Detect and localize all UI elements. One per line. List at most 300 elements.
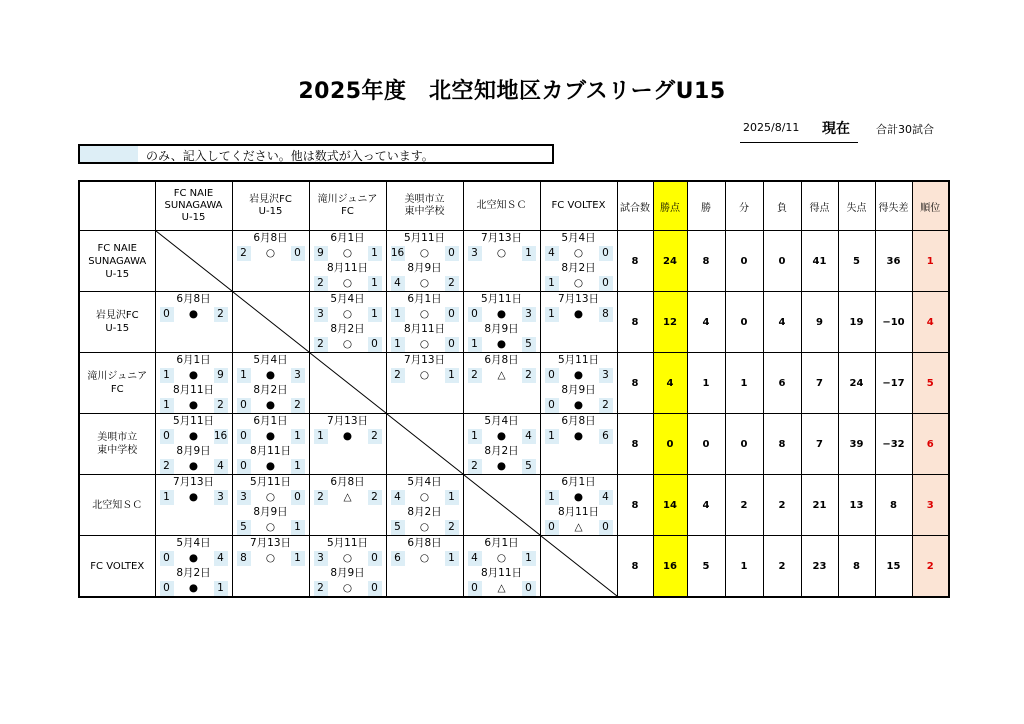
match-date-1: 7月13日 xyxy=(480,232,523,244)
goals-for: 9 xyxy=(801,292,838,353)
away-score-1[interactable]: 0 xyxy=(445,246,459,261)
result-mark-1: ● xyxy=(188,491,199,503)
match-date-1: 5月4日 xyxy=(176,537,211,549)
home-score-1[interactable]: 0 xyxy=(160,307,174,322)
result-mark-2: ● xyxy=(188,582,199,594)
score-line-1 xyxy=(156,551,232,566)
result-mark-2: ○ xyxy=(265,521,276,533)
home-score-1[interactable]: 6 xyxy=(391,551,405,566)
row-team-name-line: 北空知ＳＣ xyxy=(92,499,143,511)
home-score-2[interactable]: 0 xyxy=(237,398,251,413)
goals-for: 23 xyxy=(801,536,838,598)
row-team-name xyxy=(80,560,155,573)
away-score-1[interactable]: 3 xyxy=(214,490,228,505)
wins: 8 xyxy=(687,231,725,292)
away-score-2[interactable]: 1 xyxy=(214,581,228,596)
score-line-1 xyxy=(233,368,309,383)
away-score-1[interactable]: 0 xyxy=(291,490,305,505)
home-score-2[interactable]: 2 xyxy=(314,276,328,291)
match-date-1: 6月1日 xyxy=(561,476,596,488)
home-score-1[interactable]: 1 xyxy=(160,368,174,383)
goals-for: 7 xyxy=(801,353,838,414)
column-team-name-line: FC VOLTEX xyxy=(551,200,606,211)
home-score-2[interactable]: 0 xyxy=(237,459,251,474)
away-score-1[interactable]: 8 xyxy=(599,307,613,322)
score-line-2 xyxy=(541,276,617,291)
goal-difference: 36 xyxy=(875,231,912,292)
row-team-header xyxy=(79,475,155,536)
match-cell[interactable] xyxy=(463,353,540,414)
home-score-1[interactable]: 16 xyxy=(390,247,405,259)
home-score-1[interactable]: 3 xyxy=(237,490,251,505)
column-team-name-line: 東中学校 xyxy=(404,206,445,217)
away-score-1[interactable]: 1 xyxy=(291,429,305,444)
away-score-1[interactable]: 0 xyxy=(368,551,382,566)
result-mark-1: ● xyxy=(496,430,507,442)
away-score-1[interactable]: 1 xyxy=(445,368,459,383)
match-cell[interactable] xyxy=(463,231,540,292)
result-mark-1: ○ xyxy=(265,491,276,503)
away-score-1[interactable]: 1 xyxy=(368,307,382,322)
home-score-1[interactable]: 0 xyxy=(237,429,251,444)
match-cell[interactable] xyxy=(155,414,232,475)
result-mark-1: ○ xyxy=(342,552,353,564)
row-team-name-line: 滝川ジュニア xyxy=(87,371,148,382)
home-score-2[interactable]: 0 xyxy=(468,581,482,596)
result-mark-1: ● xyxy=(265,369,276,381)
points: 14 xyxy=(653,475,687,536)
score-line-1 xyxy=(310,551,386,566)
input-note-text: のみ、記入してください。他は数式が入っています。 xyxy=(146,149,434,163)
match-date-2 xyxy=(464,383,540,398)
match-date-1: 7月13日 xyxy=(172,476,215,488)
match-cell[interactable] xyxy=(386,353,463,414)
match-date-2: 8月11日 xyxy=(403,323,446,335)
result-mark-1: ○ xyxy=(265,552,276,564)
match-cell[interactable] xyxy=(463,414,540,475)
goal-difference: −17 xyxy=(875,353,912,414)
match-date-2: 8月9日 xyxy=(253,506,288,518)
goals-against: 39 xyxy=(838,414,875,475)
diagonal-line xyxy=(156,231,232,291)
match-result xyxy=(310,231,386,291)
score-line-2 xyxy=(310,520,386,535)
match-cell[interactable] xyxy=(463,292,540,353)
team-row xyxy=(79,231,949,292)
column-team-name xyxy=(541,200,617,212)
row-team-name-line: 岩見沢FC xyxy=(95,310,139,321)
away-score-2[interactable]: 4 xyxy=(214,459,228,474)
away-score-1[interactable]: 2 xyxy=(214,307,228,322)
score-line-1 xyxy=(541,429,617,444)
match-date-2: 8月2日 xyxy=(407,506,442,518)
match-cell[interactable] xyxy=(386,231,463,292)
diagonal-line xyxy=(464,475,540,535)
away-score-2[interactable]: 0 xyxy=(599,520,613,535)
away-score-2[interactable]: 2 xyxy=(291,398,305,413)
result-mark-1: ● xyxy=(188,308,199,320)
match-date-2: 8月9日 xyxy=(561,384,596,396)
header-row xyxy=(79,181,949,231)
score-line-2 xyxy=(233,581,309,596)
match-date-2 xyxy=(233,566,309,581)
match-date-1: 6月8日 xyxy=(407,537,442,549)
match-date-1: 7月13日 xyxy=(249,537,292,549)
goals-for: 21 xyxy=(801,475,838,536)
self-match-cell xyxy=(540,536,617,598)
away-score-2[interactable]: 5 xyxy=(522,459,536,474)
stat-header: 得点 xyxy=(801,181,838,231)
column-team-name-line: FC NAIE xyxy=(173,188,214,199)
match-result xyxy=(233,231,309,291)
wins: 0 xyxy=(687,414,725,475)
home-score-1[interactable]: 3 xyxy=(314,307,328,322)
rank: 4 xyxy=(912,292,949,353)
match-cell[interactable] xyxy=(155,536,232,598)
result-mark-2: ○ xyxy=(342,277,353,289)
match-date-2 xyxy=(387,566,463,581)
match-date-2 xyxy=(464,261,540,276)
score-line-1 xyxy=(541,307,617,322)
away-score-2[interactable]: 2 xyxy=(445,276,459,291)
match-cell[interactable] xyxy=(309,292,386,353)
match-cell[interactable] xyxy=(155,292,232,353)
score-line-1 xyxy=(464,429,540,444)
away-score-2[interactable]: 0 xyxy=(445,337,459,352)
away-score-1[interactable]: 1 xyxy=(445,490,459,505)
match-date-1: 5月4日 xyxy=(253,354,288,366)
away-score-1[interactable]: 1 xyxy=(291,551,305,566)
home-score-1[interactable]: 0 xyxy=(160,551,174,566)
result-mark-2: ○ xyxy=(419,338,430,350)
score-line-2 xyxy=(387,520,463,535)
match-date-2 xyxy=(233,261,309,276)
self-match-cell xyxy=(463,475,540,536)
score-line-1 xyxy=(387,246,463,261)
match-date-2: 8月11日 xyxy=(480,567,523,579)
home-score-2[interactable]: 2 xyxy=(314,581,328,596)
home-score-1[interactable]: 3 xyxy=(468,246,482,261)
losses: 8 xyxy=(763,414,801,475)
home-score-1[interactable]: 1 xyxy=(391,307,405,322)
result-mark-1: ● xyxy=(573,491,584,503)
match-date-1: 5月11日 xyxy=(249,476,292,488)
away-score-1[interactable]: 4 xyxy=(214,551,228,566)
column-team-name-line: 岩見沢FC xyxy=(249,194,292,205)
stat-header: 失点 xyxy=(838,181,875,231)
match-result xyxy=(387,475,463,535)
score-line-2 xyxy=(541,459,617,474)
home-score-2[interactable]: 1 xyxy=(160,398,174,413)
home-score-2[interactable]: 2 xyxy=(160,459,174,474)
wins: 1 xyxy=(687,353,725,414)
away-score-1[interactable]: 0 xyxy=(291,246,305,261)
away-score-2[interactable]: 1 xyxy=(291,459,305,474)
score-line-2 xyxy=(541,337,617,352)
games-played: 8 xyxy=(617,353,653,414)
home-score-2[interactable]: 2 xyxy=(314,337,328,352)
match-date-1: 6月8日 xyxy=(330,476,365,488)
match-cell[interactable] xyxy=(232,414,309,475)
away-score-1[interactable]: 3 xyxy=(599,368,613,383)
draws: 0 xyxy=(725,292,763,353)
away-score-1[interactable]: 3 xyxy=(522,307,536,322)
column-team-header xyxy=(309,181,386,231)
home-score-2[interactable]: 1 xyxy=(468,337,482,352)
match-date-1: 6月1日 xyxy=(253,415,288,427)
home-score-1[interactable]: 9 xyxy=(314,246,328,261)
score-line-2 xyxy=(233,520,309,535)
home-score-1[interactable]: 1 xyxy=(545,490,559,505)
draws: 2 xyxy=(725,475,763,536)
match-cell[interactable] xyxy=(309,536,386,598)
score-line-2 xyxy=(310,581,386,596)
match-result xyxy=(233,475,309,535)
result-mark-1: ○ xyxy=(419,247,430,259)
goal-difference: −10 xyxy=(875,292,912,353)
score-line-1 xyxy=(156,307,232,322)
column-team-header xyxy=(463,181,540,231)
stat-header: 勝点 xyxy=(653,181,687,231)
match-cell[interactable] xyxy=(309,414,386,475)
rank: 1 xyxy=(912,231,949,292)
away-score-2[interactable]: 0 xyxy=(522,581,536,596)
team-row xyxy=(79,353,949,414)
diagonal-line xyxy=(310,353,386,413)
goal-difference: 8 xyxy=(875,475,912,536)
score-line-2 xyxy=(464,398,540,413)
match-date-2 xyxy=(541,322,617,337)
away-score-2[interactable]: 0 xyxy=(368,337,382,352)
column-team-header xyxy=(386,181,463,231)
match-cell[interactable] xyxy=(155,353,232,414)
away-score-1[interactable]: 2 xyxy=(368,429,382,444)
match-result xyxy=(464,353,540,413)
match-cell[interactable] xyxy=(463,536,540,598)
match-date-2: 8月2日 xyxy=(253,384,288,396)
match-cell[interactable] xyxy=(155,475,232,536)
home-score-1[interactable]: 1 xyxy=(160,490,174,505)
match-date-1: 7月13日 xyxy=(403,354,446,366)
away-score-1[interactable]: 3 xyxy=(291,368,305,383)
result-mark-1: ○ xyxy=(419,552,430,564)
goals-against: 13 xyxy=(838,475,875,536)
match-result xyxy=(464,292,540,352)
home-score-2[interactable]: 1 xyxy=(391,337,405,352)
home-score-2[interactable]: 0 xyxy=(545,398,559,413)
input-note xyxy=(78,144,554,164)
away-score-2[interactable]: 2 xyxy=(445,520,459,535)
away-score-1[interactable]: 4 xyxy=(599,490,613,505)
match-cell[interactable] xyxy=(386,536,463,598)
away-score-2[interactable]: 2 xyxy=(214,398,228,413)
match-cell[interactable] xyxy=(232,475,309,536)
match-result xyxy=(156,292,232,352)
home-score-1[interactable]: 3 xyxy=(314,551,328,566)
score-line-2 xyxy=(233,276,309,291)
match-cell[interactable] xyxy=(540,231,617,292)
result-mark-1: ● xyxy=(342,430,353,442)
home-score-2[interactable]: 2 xyxy=(468,459,482,474)
away-score-1[interactable]: 2 xyxy=(522,368,536,383)
away-score-1[interactable]: 1 xyxy=(522,246,536,261)
home-score-1[interactable]: 1 xyxy=(545,307,559,322)
team-row xyxy=(79,536,949,598)
home-score-1[interactable]: 2 xyxy=(468,368,482,383)
score-line-1 xyxy=(156,490,232,505)
match-result xyxy=(310,414,386,474)
result-mark-2: ● xyxy=(265,399,276,411)
row-team-header xyxy=(79,414,155,475)
match-cell[interactable] xyxy=(540,414,617,475)
team-row xyxy=(79,292,949,353)
result-mark-1: ○ xyxy=(419,308,430,320)
away-score-1[interactable]: 1 xyxy=(522,551,536,566)
home-score-1[interactable]: 1 xyxy=(468,429,482,444)
score-line-2 xyxy=(464,581,540,596)
self-match-cell xyxy=(232,292,309,353)
away-score-2[interactable]: 0 xyxy=(368,581,382,596)
away-score-1[interactable]: 0 xyxy=(599,246,613,261)
home-score-2[interactable]: 0 xyxy=(160,581,174,596)
match-date-2 xyxy=(156,505,232,520)
score-line-1 xyxy=(464,307,540,322)
match-date-2: 8月2日 xyxy=(330,323,365,335)
home-score-2[interactable]: 4 xyxy=(391,276,405,291)
goal-difference: 15 xyxy=(875,536,912,598)
match-cell[interactable] xyxy=(386,475,463,536)
match-date-1: 6月8日 xyxy=(561,415,596,427)
match-date-2 xyxy=(387,383,463,398)
score-line-2 xyxy=(156,459,232,474)
column-team-name-line: FC xyxy=(341,206,354,217)
self-match-cell xyxy=(155,231,232,292)
match-cell[interactable] xyxy=(540,475,617,536)
match-cell[interactable] xyxy=(232,536,309,598)
match-date-1: 5月4日 xyxy=(407,476,442,488)
points: 0 xyxy=(653,414,687,475)
home-score-1[interactable]: 1 xyxy=(237,368,251,383)
result-mark-2: △ xyxy=(574,521,583,533)
column-team-header xyxy=(155,181,232,231)
score-line-1 xyxy=(387,368,463,383)
away-score-1[interactable]: 1 xyxy=(445,551,459,566)
match-result xyxy=(156,536,232,596)
home-score-1[interactable]: 0 xyxy=(545,368,559,383)
match-cell[interactable] xyxy=(232,353,309,414)
home-score-1[interactable]: 0 xyxy=(160,429,174,444)
match-cell[interactable] xyxy=(386,292,463,353)
losses: 2 xyxy=(763,475,801,536)
draws: 0 xyxy=(725,231,763,292)
column-team-header xyxy=(232,181,309,231)
page-title: 2025年度 北空知地区カブスリーグU15 xyxy=(298,79,726,104)
match-cell[interactable] xyxy=(309,231,386,292)
home-score-1[interactable]: 1 xyxy=(314,429,328,444)
team-row xyxy=(79,414,949,475)
match-date-2 xyxy=(156,322,232,337)
home-score-1[interactable]: 4 xyxy=(545,246,559,261)
away-score-1[interactable]: 16 xyxy=(213,430,228,442)
row-team-header xyxy=(79,231,155,292)
home-score-1[interactable]: 4 xyxy=(468,551,482,566)
match-cell[interactable] xyxy=(540,353,617,414)
column-team-name-line: U-15 xyxy=(181,212,206,223)
home-score-2[interactable]: 0 xyxy=(545,520,559,535)
result-mark-1: △ xyxy=(497,369,506,381)
column-team-name-line: 美唄市立 xyxy=(404,194,445,205)
points: 12 xyxy=(653,292,687,353)
home-score-1[interactable]: 0 xyxy=(468,307,482,322)
rank: 6 xyxy=(912,414,949,475)
result-mark-2: ● xyxy=(496,460,507,472)
match-result xyxy=(156,353,232,413)
score-line-2 xyxy=(387,581,463,596)
home-score-2[interactable]: 1 xyxy=(545,276,559,291)
home-score-1[interactable]: 2 xyxy=(391,368,405,383)
home-score-1[interactable]: 4 xyxy=(391,490,405,505)
match-result xyxy=(387,231,463,291)
match-result xyxy=(310,292,386,352)
result-mark-1: ○ xyxy=(342,308,353,320)
match-date-1: 6月1日 xyxy=(330,232,365,244)
match-cell[interactable] xyxy=(540,292,617,353)
score-line-1 xyxy=(233,429,309,444)
home-score-2[interactable]: 5 xyxy=(391,520,405,535)
stat-header: 負 xyxy=(763,181,801,231)
away-score-2[interactable]: 2 xyxy=(599,398,613,413)
score-line-2 xyxy=(541,398,617,413)
column-team-name-line: U-15 xyxy=(258,206,283,217)
date-underline xyxy=(740,142,858,143)
match-result xyxy=(233,353,309,413)
match-date-1: 7月13日 xyxy=(557,293,600,305)
score-line-2 xyxy=(233,398,309,413)
column-team-name xyxy=(310,194,386,218)
match-cell[interactable] xyxy=(232,231,309,292)
away-score-2[interactable]: 5 xyxy=(522,337,536,352)
row-team-name-line: SUNAGAWA xyxy=(88,255,147,267)
match-cell[interactable] xyxy=(309,475,386,536)
diagonal-line xyxy=(541,536,617,596)
result-mark-2: ● xyxy=(188,460,199,472)
away-score-1[interactable]: 0 xyxy=(445,307,459,322)
match-date-2: 8月9日 xyxy=(330,567,365,579)
home-score-1[interactable]: 8 xyxy=(237,551,251,566)
home-score-1[interactable]: 2 xyxy=(314,490,328,505)
match-result xyxy=(541,414,617,474)
result-mark-1: ● xyxy=(573,369,584,381)
home-score-2[interactable]: 5 xyxy=(237,520,251,535)
away-score-1[interactable]: 6 xyxy=(599,429,613,444)
away-score-1[interactable]: 2 xyxy=(368,490,382,505)
as-of-date: 2025/8/11 xyxy=(743,121,800,134)
match-result xyxy=(541,353,617,413)
away-score-1[interactable]: 9 xyxy=(214,368,228,383)
losses: 0 xyxy=(763,231,801,292)
column-team-header xyxy=(540,181,617,231)
away-score-1[interactable]: 4 xyxy=(522,429,536,444)
away-score-2[interactable]: 0 xyxy=(599,276,613,291)
home-score-1[interactable]: 2 xyxy=(237,246,251,261)
away-score-2[interactable]: 1 xyxy=(368,276,382,291)
draws: 0 xyxy=(725,414,763,475)
away-score-1[interactable]: 1 xyxy=(368,246,382,261)
score-line-1 xyxy=(233,551,309,566)
home-score-1[interactable]: 1 xyxy=(545,429,559,444)
away-score-2[interactable]: 1 xyxy=(291,520,305,535)
result-mark-2: ○ xyxy=(342,582,353,594)
